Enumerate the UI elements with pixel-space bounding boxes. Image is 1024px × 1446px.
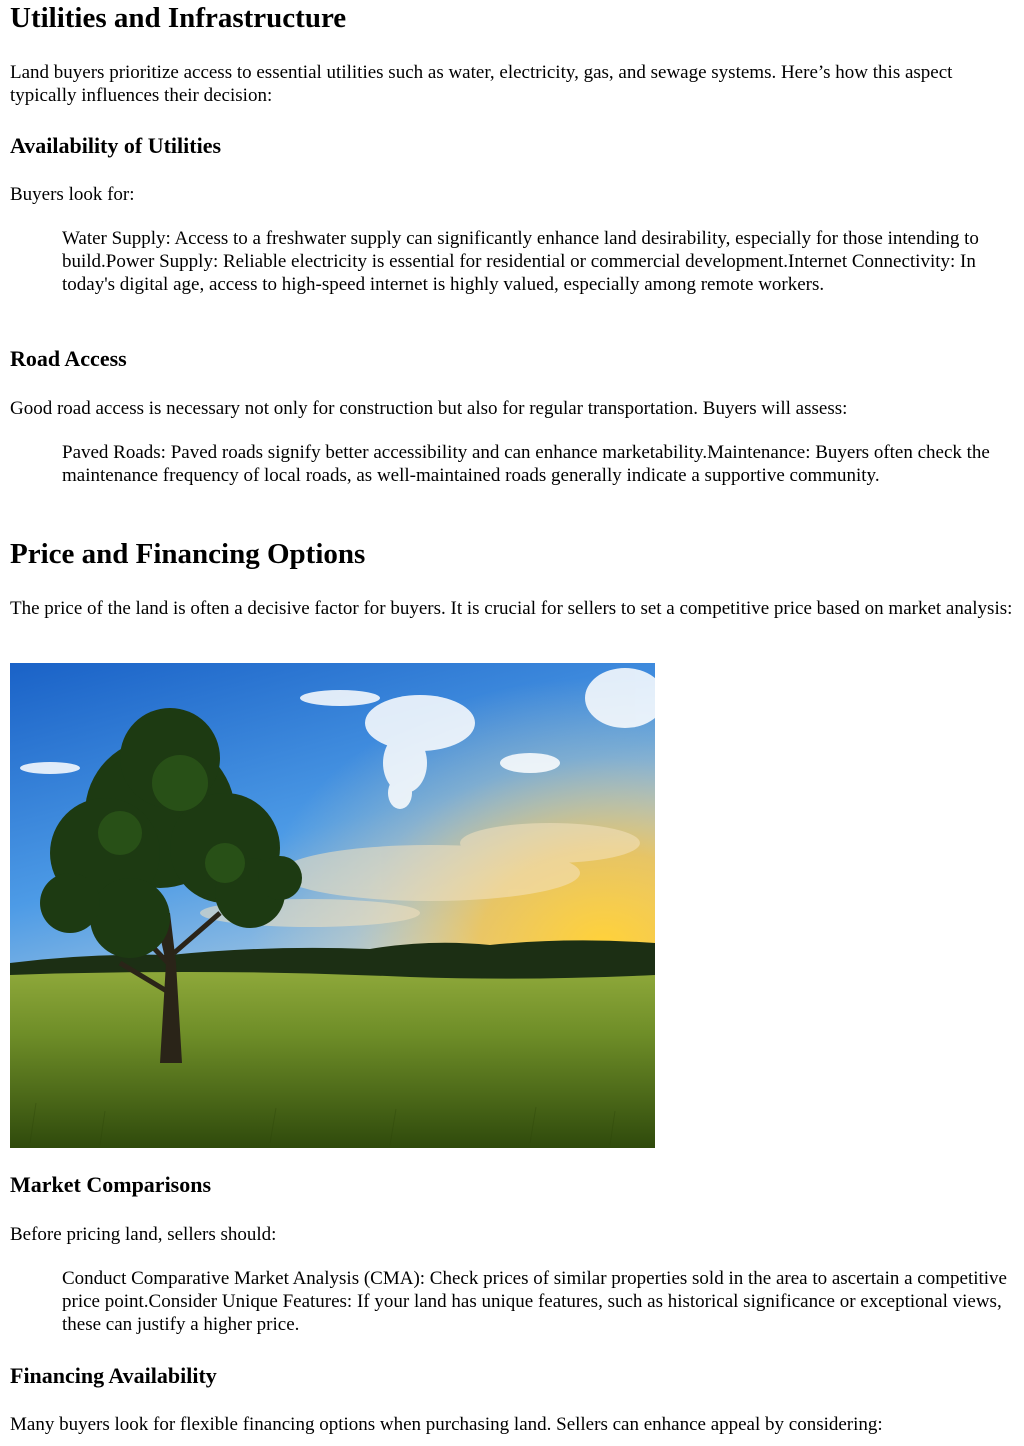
paragraph-market-lead: Before pricing land, sellers should: — [10, 1224, 277, 1245]
heading-availability: Availability of Utilities — [10, 133, 222, 158]
blockquote-market: Conduct Comparative Market Analysis (CMA): Check prices of similar properties sold in the area to ascertain a competitive price point.Consider Unique Features: If your land has unique features, such as historical significance or exceptional views, these can justify a higher price. — [62, 1268, 1007, 1335]
heading-road-access: Road Access — [10, 346, 127, 371]
blockquote-availability: Water Supply: Access to a freshwater supply can significantly enhance land desirability, especially for those intending to build.Power Supply: Reliable electricity is essential for residential or commercial development.Internet Connectivity: In today's digital age, access to high-speed internet is highly valued, especially among remote workers. — [62, 228, 979, 295]
paragraph-availability-lead: Buyers look for: — [10, 184, 135, 205]
paragraph-utilities-intro: Land buyers prioritize access to essential utilities such as water, electricity, gas, and sewage systems. Here’s how this aspect typically influences their decision: — [10, 62, 953, 106]
paragraph-road-lead: Good road access is necessary not only for construction but also for regular transportation. Buyers will assess: — [10, 398, 848, 419]
blockquote-road: Paved Roads: Paved roads signify better accessibility and can enhance marketability.Maintenance: Buyers often check the maintenance frequency of local roads, as well-maintained roads generally indicate a supportive community. — [62, 442, 990, 486]
heading-financing: Financing Availability — [10, 1363, 217, 1388]
heading-market-comparisons: Market Comparisons — [10, 1172, 212, 1197]
land-photo — [10, 663, 655, 1148]
paragraph-financing-lead: Many buyers look for flexible financing options when purchasing land. Sellers can enhance appeal by considering: — [10, 1414, 883, 1435]
paragraph-price-intro: The price of the land is often a decisive factor for buyers. It is crucial for sellers to set a competitive price based on market analysis: — [10, 598, 1013, 619]
heading-utilities: Utilities and Infrastructure — [10, 2, 347, 34]
heading-price: Price and Financing Options — [10, 538, 366, 570]
